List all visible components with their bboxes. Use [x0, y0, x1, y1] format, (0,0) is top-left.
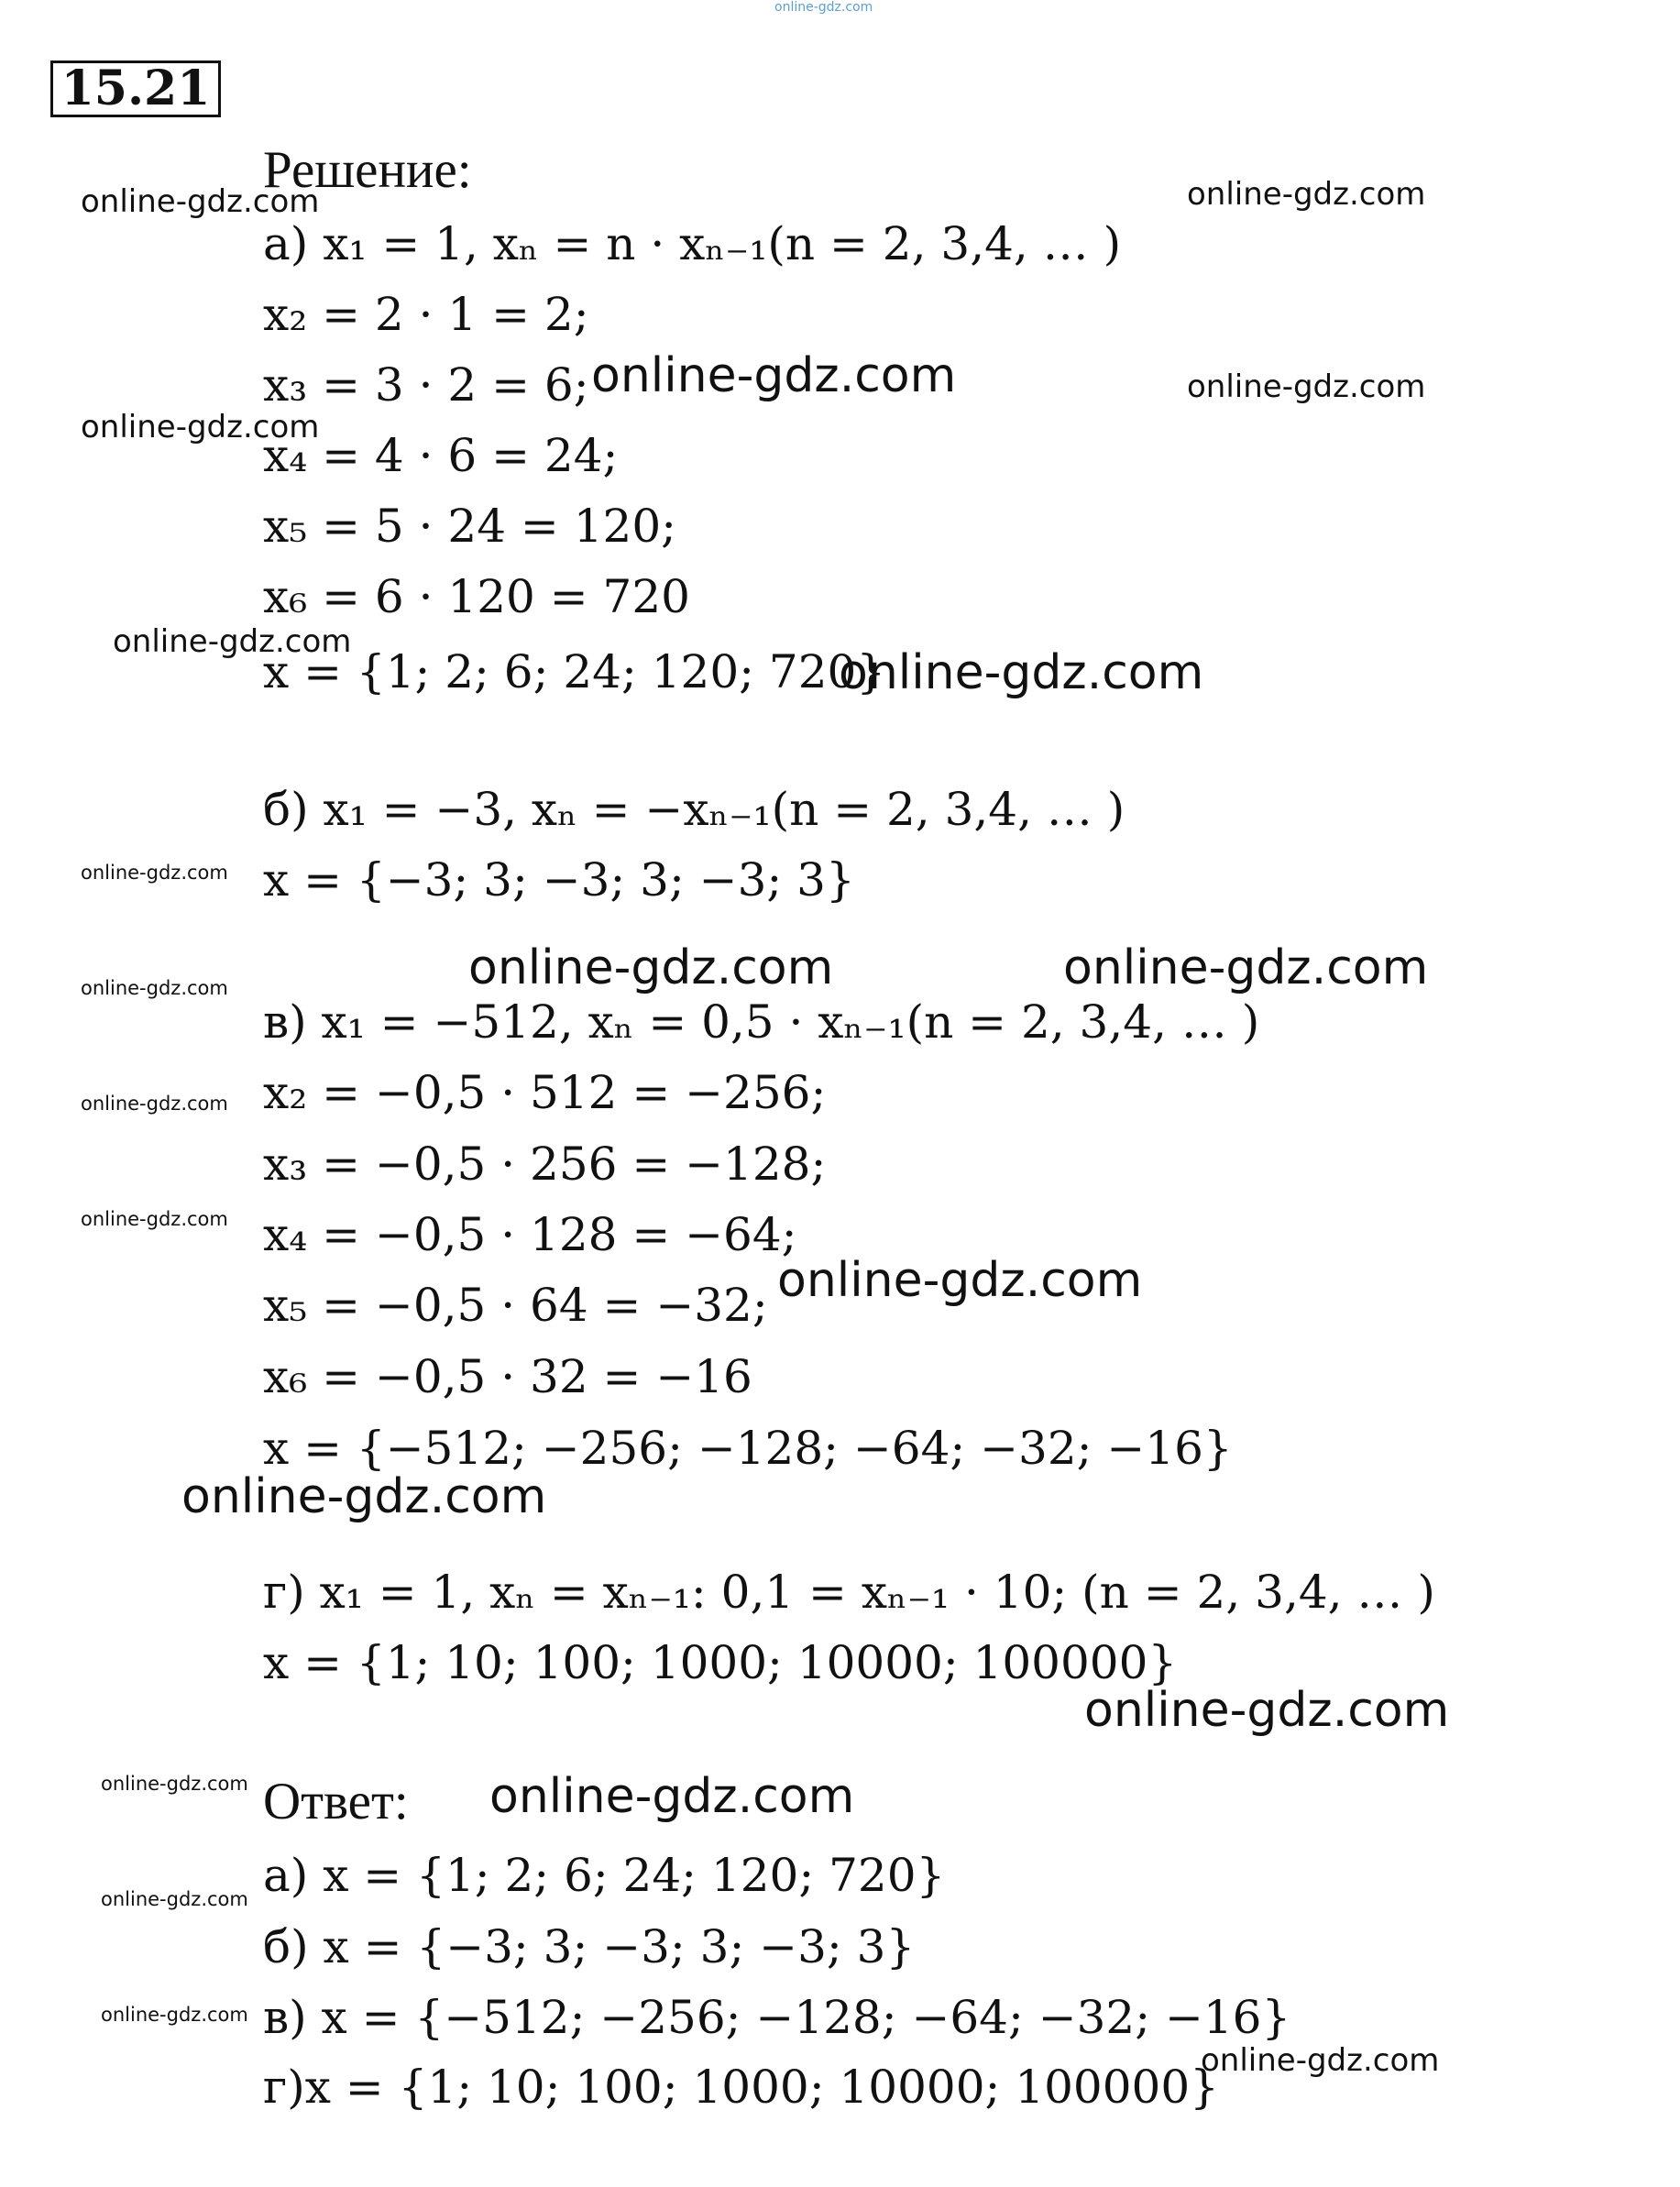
watermark: online-gdz.com [81, 183, 320, 220]
part-g-condition: г) x₁ = 1, xₙ = xₙ₋₁: 0,1 = xₙ₋₁ · 10; (n = 2, 3,4, … ) [263, 1566, 1435, 1619]
watermark: online-gdz.com [468, 940, 834, 995]
watermark: online-gdz.com [113, 623, 352, 660]
watermark: online-gdz.com [1084, 1683, 1450, 1738]
watermark: online-gdz.com [181, 1469, 547, 1524]
part-v-result: x = {−512; −256; −128; −64; −32; −16} [263, 1422, 1233, 1475]
answer-v: в) x = {−512; −256; −128; −64; −32; −16} [263, 1991, 1291, 2044]
watermark: online-gdz.com [1063, 940, 1429, 995]
watermark: online-gdz.com [81, 1208, 228, 1230]
solution-title: Решение: [263, 141, 472, 199]
watermark: online-gdz.com [1187, 368, 1426, 405]
watermark: online-gdz.com [81, 409, 320, 445]
part-a-step-x2: x₂ = 2 · 1 = 2; [263, 288, 589, 341]
part-a-step-x6: x₆ = 6 · 120 = 720 [263, 570, 690, 623]
watermark: online-gdz.com [489, 1769, 855, 1824]
part-g-result: x = {1; 10; 100; 1000; 10000; 100000} [263, 1636, 1178, 1689]
watermark: online-gdz.com [101, 1888, 248, 1910]
watermark: online-gdz.com [777, 1253, 1143, 1308]
watermark: online-gdz.com [1201, 2042, 1440, 2079]
watermark: online-gdz.com [81, 977, 228, 999]
watermark: online-gdz.com [591, 348, 957, 403]
watermark: online-gdz.com [81, 1093, 228, 1115]
part-a-step-x3: x₃ = 3 · 2 = 6; [263, 358, 589, 412]
answer-a: а) x = {1; 2; 6; 24; 120; 720} [263, 1849, 946, 1902]
part-v-step-x2: x₂ = −0,5 · 512 = −256; [263, 1066, 827, 1119]
watermark: online-gdz.com [101, 2004, 248, 2026]
part-v-condition: в) x₁ = −512, xₙ = 0,5 · xₙ₋₁(n = 2, 3,4, … ) [263, 995, 1260, 1049]
part-b-result: x = {−3; 3; −3; 3; −3; 3} [263, 853, 855, 907]
part-v-step-x3: x₃ = −0,5 · 256 = −128; [263, 1137, 827, 1191]
part-v-step-x6: x₆ = −0,5 · 32 = −16 [263, 1350, 752, 1403]
watermark: online-gdz.com [1187, 176, 1426, 213]
part-v-step-x5: x₅ = −0,5 · 64 = −32; [263, 1279, 768, 1332]
part-a-result: x = {1; 2; 6; 24; 120; 720} [263, 645, 886, 698]
watermark: online-gdz.com [101, 1773, 248, 1795]
part-a-step-x5: x₅ = 5 · 24 = 120; [263, 500, 677, 553]
part-b-condition: б) x₁ = −3, xₙ = −xₙ₋₁(n = 2, 3,4, … ) [263, 783, 1125, 836]
answer-g: г)x = {1; 10; 100; 1000; 10000; 100000} [263, 2061, 1219, 2114]
watermark: online-gdz.com [81, 862, 228, 884]
top-watermark: online-gdz.com [774, 0, 873, 15]
part-a-condition: а) x₁ = 1, xₙ = n · xₙ₋₁(n = 2, 3,4, … ) [263, 217, 1122, 270]
problem-number: 15.21 [50, 60, 221, 117]
part-v-step-x4: x₄ = −0,5 · 128 = −64; [263, 1208, 797, 1261]
part-a-step-x4: x₄ = 4 · 6 = 24; [263, 429, 619, 482]
watermark: online-gdz.com [839, 645, 1204, 700]
answer-title: Ответ: [263, 1773, 409, 1830]
answer-b: б) x = {−3; 3; −3; 3; −3; 3} [263, 1920, 916, 1973]
